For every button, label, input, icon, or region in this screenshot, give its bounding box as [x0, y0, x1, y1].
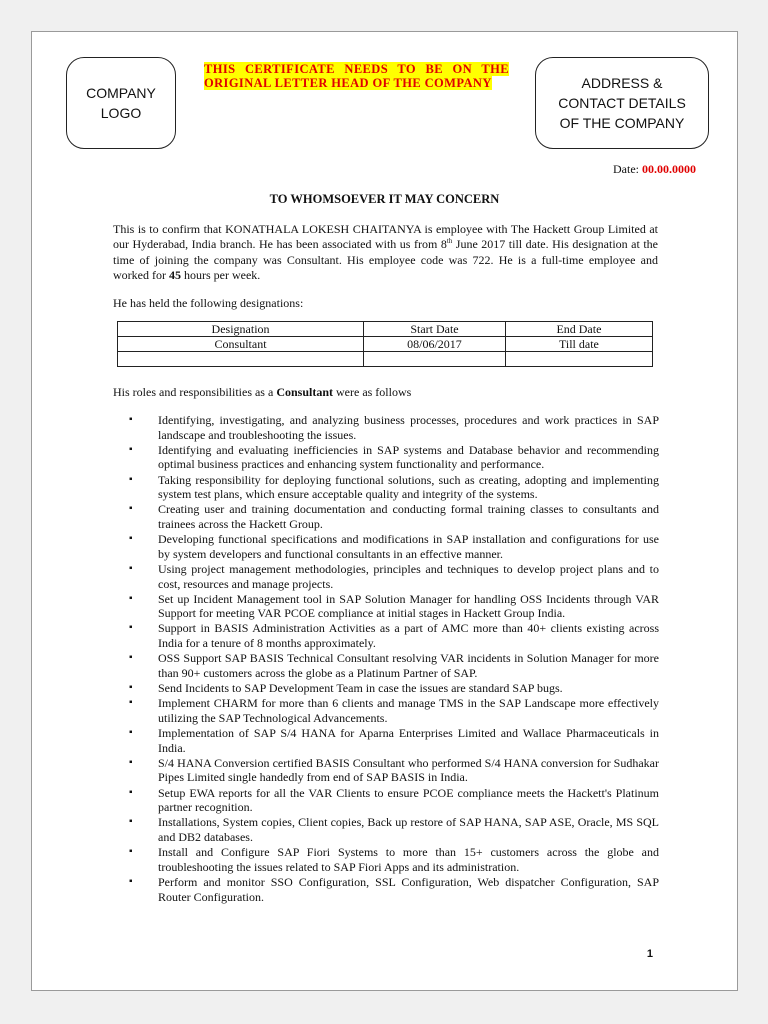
intro-paragraph — [113, 222, 658, 283]
table-cell — [364, 352, 506, 367]
letterhead-notice — [204, 62, 509, 90]
list-item: ▪ Install and Configure SAP Fiori Systems to more than 15+ customers across the globe and troubleshooting the issues related to SAP Fiori Apps and its administration. — [129, 845, 659, 874]
roles-intro-before: His roles and responsibilities as a — [113, 385, 277, 399]
list-item: ▪ Identifying, investigating, and analyzing business processes, procedures and work practices in SAP landscape and troubleshooting the issues. — [129, 413, 659, 442]
list-item: ▪ Using project management methodologies, principles and techniques to develop project plans and to cost, resources and manage projects. — [129, 562, 659, 591]
table-cell — [505, 352, 652, 367]
roles-intro-role: Consultant — [276, 385, 333, 399]
list-item: ▪ OSS Support SAP BASIS Technical Consultant resolving VAR incidents in Solution Manager for more than 90+ customers across the globe as a Platinum Partner of SAP. — [129, 651, 659, 680]
table-row — [118, 337, 653, 352]
list-item: ▪ Taking responsibility for deploying functional solutions, such as creating, adopting and implementing system test plans, which ensure acceptable quality and integrity of the systems. — [129, 473, 659, 502]
table-cell — [118, 352, 364, 367]
list-item: ▪ Support in BASIS Administration Activities as a part of AMC more than 40+ clients existing across India for a tenure of 8 months approximately. — [129, 621, 659, 650]
table-row — [118, 352, 653, 367]
list-item: ▪ S/4 HANA Conversion certified BASIS Consultant who performed S/4 HANA conversion for Sudhakar Pipes Limited single handedly from end of SAP BASIS in India. — [129, 756, 659, 785]
table-cell: Till date — [505, 337, 652, 352]
intro-part3: hours per week. — [180, 267, 261, 282]
list-item: ▪ Implement CHARM for more than 6 clients and manage TMS in the SAP Landscape more effectively utilizing the SAP Technological Advancements. — [129, 696, 659, 725]
company-logo-placeholder: COMPANY LOGO — [66, 57, 176, 149]
responsibilities-list — [129, 413, 659, 905]
document-page — [31, 31, 738, 991]
designations-table — [117, 321, 653, 367]
list-item: ▪ Installations, System copies, Client copies, Back up restore of SAP HANA, SAP ASE, Oracle, MS SQL and DB2 databases. — [129, 815, 659, 844]
list-item: ▪ Implementation of SAP S/4 HANA for Aparna Enterprises Limited and Wallace Pharmaceuticals in India. — [129, 726, 659, 755]
list-item: ▪ Perform and monitor SSO Configuration, SSL Configuration, Web dispatcher Configuration, SAP Router Configuration. — [129, 875, 659, 904]
intro-part2: June 2017 till date. His designation at the time of joining the company was Consultant. His employee code was 722. He is a full-time employee and worked for — [113, 237, 658, 282]
table-cell: 08/06/2017 — [364, 337, 506, 352]
roles-intro-after: were as follows — [333, 385, 412, 399]
list-item: ▪ Developing functional specifications and modifications in SAP installation and configurations for use by system developers and functional consultants in an effective manner. — [129, 532, 659, 561]
date-line — [613, 162, 696, 177]
list-item: ▪ Creating user and training documentation and conducting formal training classes to consultants and trainees across the Hackett Group. — [129, 502, 659, 531]
table-header-cell: Start Date — [364, 322, 506, 337]
intro-part1: This is to confirm that KONATHALA LOKESH CHAITANYA is employee with The Hackett Group Limited at our Hyderabad, India branch. He has been associated with us from 8 — [113, 222, 658, 252]
list-item: ▪ Set up Incident Management tool in SAP Solution Manager for handling OSS Incidents through VAR Support for meeting VAR PCOE compliance at initial stages in Hackett Group India. — [129, 592, 659, 621]
table-header-cell: End Date — [505, 322, 652, 337]
designations-intro: He has held the following designations: — [113, 296, 304, 310]
list-item: ▪ Setup EWA reports for all the VAR Clients to ensure PCOE compliance meets the Hackett's Platinum partner recognition. — [129, 786, 659, 815]
table-header-cell: Designation — [118, 322, 364, 337]
company-address-placeholder: ADDRESS & CONTACT DETAILS OF THE COMPANY — [535, 57, 709, 149]
intro-ordinal-suffix: th — [446, 237, 453, 246]
letterhead-notice-text: THIS CERTIFICATE NEEDS TO BE ON THE ORIGINAL LETTER HEAD OF THE COMPANY — [204, 62, 509, 90]
table-header-row — [118, 322, 653, 337]
date-label: Date: — [613, 162, 642, 176]
list-item: ▪ Identifying and evaluating inefficiencies in SAP systems and Database behavior and recommending optimal business practices and enhancing system functionality and performance. — [129, 443, 659, 472]
table-cell: Consultant — [118, 337, 364, 352]
list-item: ▪ Send Incidents to SAP Development Team in case the issues are standard SAP bugs. — [129, 681, 659, 696]
intro-hours: 45 — [168, 267, 181, 282]
date-value: 00.00.0000 — [642, 162, 696, 176]
document-title: TO WHOMSOEVER IT MAY CONCERN — [269, 192, 500, 206]
roles-intro — [113, 385, 658, 400]
page-number: 1 — [646, 948, 653, 960]
